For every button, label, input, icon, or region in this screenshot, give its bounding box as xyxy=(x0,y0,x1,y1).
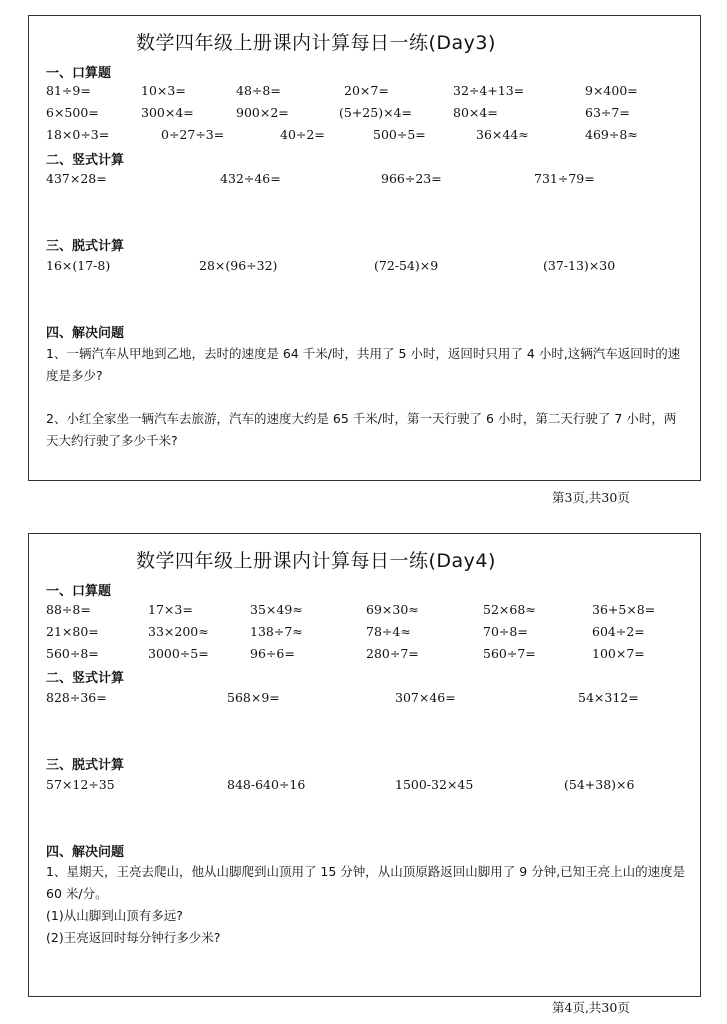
oral-problem: 70÷8= xyxy=(483,624,528,639)
oral-problem: 3000÷5= xyxy=(148,646,209,661)
oral-problem: (5+25)×4= xyxy=(339,105,412,120)
section-heading-vertical: 二、竖式计算 xyxy=(46,153,125,168)
oral-problem: 80×4= xyxy=(453,105,498,120)
section-heading-stepwise: 三、脱式计算 xyxy=(46,239,125,254)
oral-problem: 21×80= xyxy=(46,624,99,639)
stepwise-problem: 1500-32×45 xyxy=(395,777,474,792)
worksheet-day3 xyxy=(28,15,701,481)
page-title: 数学四年级上册课内计算每日一练(Day3) xyxy=(136,32,496,54)
vertical-problem: 568×9= xyxy=(227,690,280,705)
vertical-problem: 54×312= xyxy=(578,690,639,705)
stepwise-problem: (72-54)×9 xyxy=(374,258,439,273)
oral-problem: 52×68≈ xyxy=(483,602,536,617)
oral-problem: 560÷7= xyxy=(483,646,536,661)
stepwise-problem: 57×12÷35 xyxy=(46,777,115,792)
oral-problem: 280÷7= xyxy=(366,646,419,661)
vertical-problem: 828÷36= xyxy=(46,690,107,705)
word-problem-subquestion: (1)从山脚到山顶有多远? xyxy=(46,908,183,923)
oral-problem: 100×7= xyxy=(592,646,645,661)
vertical-problem: 307×46= xyxy=(395,690,456,705)
oral-problem: 32÷4+13= xyxy=(453,83,525,98)
oral-problem: 6×500= xyxy=(46,105,99,120)
oral-problem: 20×7= xyxy=(344,83,389,98)
oral-problem: 138÷7≈ xyxy=(250,624,303,639)
oral-problem: 604÷2= xyxy=(592,624,645,639)
oral-problem: 63÷7= xyxy=(585,105,630,120)
section-heading-vertical: 二、竖式计算 xyxy=(46,671,125,686)
oral-problem: 36×44≈ xyxy=(476,127,529,142)
oral-problem: 69×30≈ xyxy=(366,602,419,617)
oral-problem: 40÷2= xyxy=(280,127,325,142)
oral-problem: 88÷8= xyxy=(46,602,91,617)
oral-problem: 96÷6= xyxy=(250,646,295,661)
oral-problem: 33×200≈ xyxy=(148,624,209,639)
stepwise-problem: (54+38)×6 xyxy=(564,777,635,792)
vertical-problem: 437×28= xyxy=(46,171,107,186)
stepwise-problem: 28×(96÷32) xyxy=(199,258,278,273)
oral-problem: 36+5×8= xyxy=(592,602,656,617)
stepwise-problem: 848-640÷16 xyxy=(227,777,306,792)
oral-problem: 10×3= xyxy=(141,83,186,98)
vertical-problem: 432÷46= xyxy=(220,171,281,186)
oral-problem: 78÷4≈ xyxy=(366,624,411,639)
oral-problem: 0÷27÷3= xyxy=(161,127,225,142)
word-problem: 2、小红全家坐一辆汽车去旅游，汽车的速度大约是 65 千米/时，第一天行驶了 6 小时，第二天行驶了 7 小时，两天大约行驶了多少千米? xyxy=(46,411,677,448)
oral-problem: 500÷5= xyxy=(373,127,426,142)
oral-problem: 35×49≈ xyxy=(250,602,303,617)
oral-problem: 17×3= xyxy=(148,602,193,617)
section-heading-stepwise: 三、脱式计算 xyxy=(46,758,125,773)
worksheet-day4 xyxy=(28,533,701,997)
page-footer: 第4页,共30页 xyxy=(552,1000,630,1015)
oral-problem: 560÷8= xyxy=(46,646,99,661)
section-heading-oral: 一、口算题 xyxy=(46,66,112,81)
page-footer: 第3页,共30页 xyxy=(552,490,630,505)
stepwise-problem: 16×(17-8) xyxy=(46,258,111,273)
oral-problem: 9×400= xyxy=(585,83,638,98)
section-heading-oral: 一、口算题 xyxy=(46,584,112,599)
oral-problem: 469÷8≈ xyxy=(585,127,638,142)
vertical-problem: 966÷23= xyxy=(381,171,442,186)
oral-problem: 900×2= xyxy=(236,105,289,120)
page-title: 数学四年级上册课内计算每日一练(Day4) xyxy=(136,550,496,572)
vertical-problem: 731÷79= xyxy=(534,171,595,186)
oral-problem: 300×4= xyxy=(141,105,194,120)
stepwise-problem: (37-13)×30 xyxy=(543,258,616,273)
section-heading-problems: 四、解决问题 xyxy=(46,845,125,860)
word-problem: 1、星期天，王亮去爬山，他从山脚爬到山顶用了 15 分钟，从山顶原路返回山脚用了 9 分钟,已知王亮上山的速度是 60 米/分。 xyxy=(46,864,686,901)
section-heading-problems: 四、解决问题 xyxy=(46,326,125,341)
oral-problem: 18×0÷3= xyxy=(46,127,110,142)
oral-problem: 81÷9= xyxy=(46,83,91,98)
word-problem-subquestion: (2)王亮返回时每分钟行多少米? xyxy=(46,930,221,945)
oral-problem: 48÷8= xyxy=(236,83,281,98)
word-problem: 1、一辆汽车从甲地到乙地，去时的速度是 64 千米/时，共用了 5 小时，返回时只用了 4 小时,这辆汽车返回时的速度是多少? xyxy=(46,346,681,383)
